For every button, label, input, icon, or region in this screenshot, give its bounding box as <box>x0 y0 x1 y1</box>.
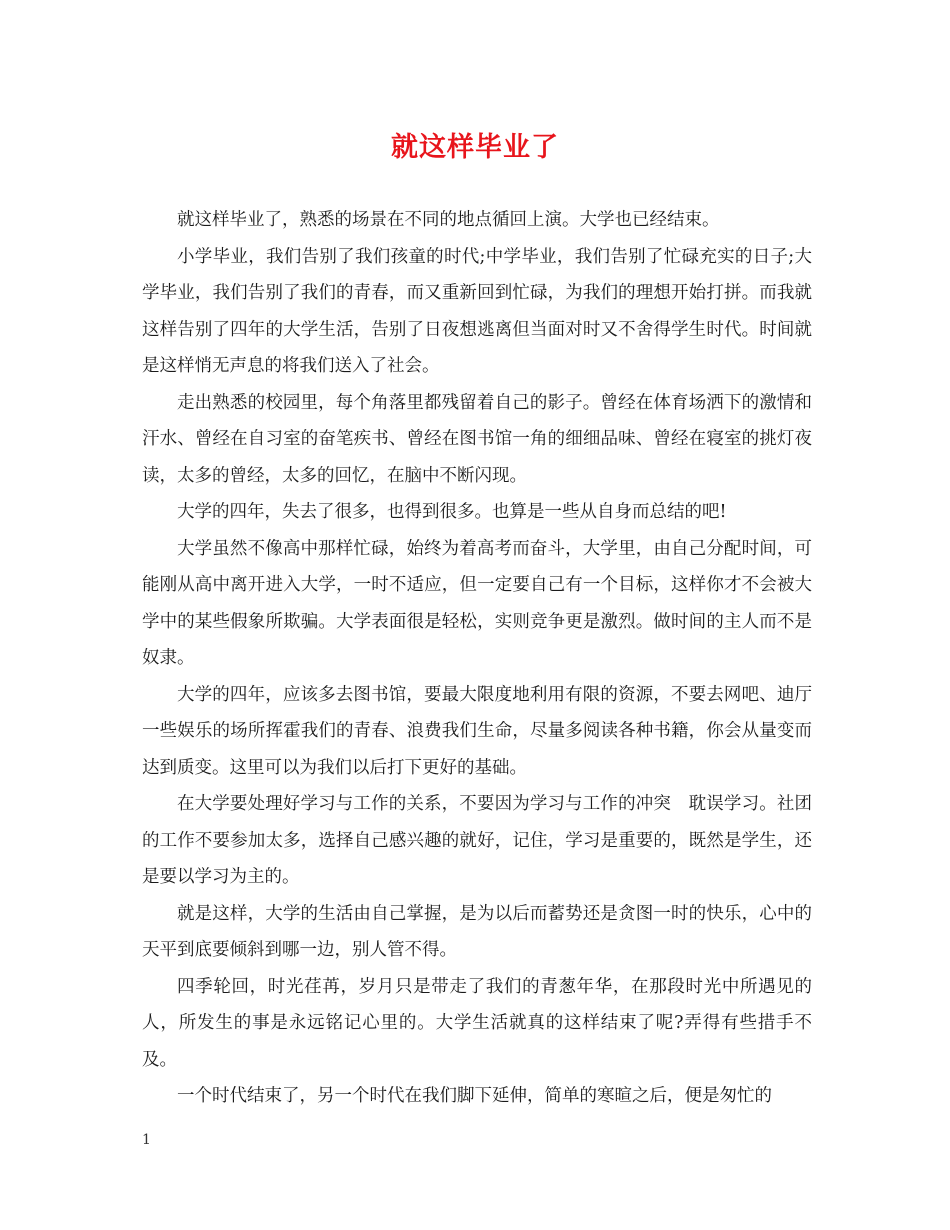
paragraph: 一个时代结束了，另一个时代在我们脚下延伸，简单的寒暄之后，便是匆忙的 <box>177 1086 772 1106</box>
paragraph: 走出熟悉的校园里，每个角落里都残留着自己的影子。曾经在体育场洒下的激情和汗水、曾经在自习室的奋笔疾书、曾经在图书馆一角的细细品味、曾经在寝室的挑灯夜读，太多的曾经，太多的回忆，在脑中不断闪现。 <box>142 392 812 486</box>
paragraph: 大学的四年，应该多去图书馆，要最大限度地利用有限的资源，不要去网吧、迪厅一些娱乐的场所挥霍我们的青春、浪费我们生命，尽量多阅读各种书籍，你会从量变而达到质变。这里可以为我们以后打下更好的基础。 <box>142 684 812 778</box>
document-title: 就这样毕业了 <box>391 132 559 163</box>
paragraph: 就是这样，大学的生活由自己掌握，是为以后而蓄势还是贪图一时的快乐，心中的天平到底要倾斜到哪一边，别人管不得。 <box>142 903 812 960</box>
paragraph: 在大学要处理好学习与工作的关系，不要因为学习与工作的冲突 耽误学习。社团的工作不要参加太多，选择自己感兴趣的就好，记住，学习是重要的，既然是学生，还是要以学习为主的。 <box>142 794 812 887</box>
paragraph: 四季轮回，时光荏苒，岁月只是带走了我们的青葱年华，在那段时光中所遇见的人，所发生的事是永远铭记心里的。大学生活就真的这样结束了呢?弄得有些措手不及。 <box>142 976 812 1070</box>
page-number: 1 <box>142 1132 151 1148</box>
document-body <box>142 202 812 1115</box>
paragraph: 大学的四年，失去了很多，也得到很多。也算是一些从自身而总结的吧! <box>177 502 727 522</box>
paragraph: 小学毕业，我们告别了我们孩童的时代;中学毕业，我们告别了忙碌充实的日子;大学毕业，我们告别了我们的青春，而又重新回到忙碌，为我们的理想开始打拼。而我就这样告别了四年的大学生活，告别了日夜想逃离但当面对时又不舍得学生时代。时间就是这样悄无声息的将我们送入了社会。 <box>142 246 812 376</box>
paragraph: 就这样毕业了，熟悉的场景在不同的地点循回上演。大学也已经结束。 <box>177 210 720 230</box>
paragraph: 大学虽然不像高中那样忙碌，始终为着高考而奋斗，大学里，由自己分配时间，可能刚从高中离开进入大学，一时不适应，但一定要自己有一个目标，这样你才不会被大学中的某些假象所欺骗。大学表面很是轻松，实则竞争更是激烈。做时间的主人而不是奴隶。 <box>142 538 812 668</box>
